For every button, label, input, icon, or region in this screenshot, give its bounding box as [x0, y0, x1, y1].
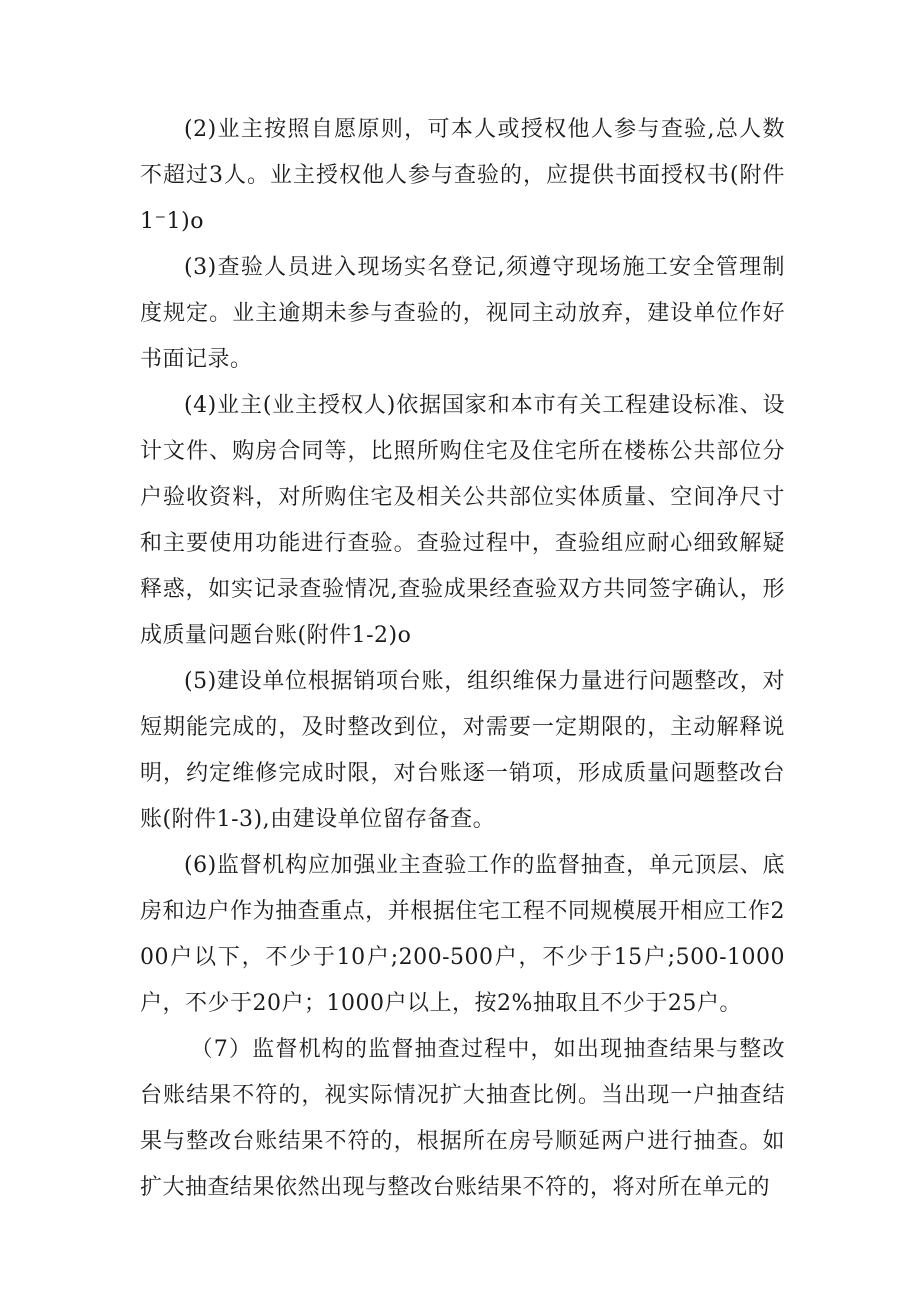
paragraph-item-2: (2)业主按照自愿原则，可本人或授权他人参与查验,总人数不超过3人。业主授权他人参与查验的，应提供书面授权书(附件1⁻1)o [140, 117, 785, 234]
document-body [140, 107, 785, 1211]
paragraph-item-5: (5)建设单位根据销项台账，组织维保力量进行问题整改，对短期能完成的，及时整改到位，对需要一定期限的，主动解释说明，约定维修完成时限，对台账逐一销项，形成质量问题整改台账(附件1-3),由建设单位留存备查。 [140, 669, 785, 832]
paragraph-item-4: (4)业主(业主授权人)依据国家和本市有关工程建设标准、设计文件、购房合同等，比照所购住宅及住宅所在楼栋公共部位分户验收资料，对所购住宅及相关公共部位实体质量、空间净尺寸和主要使用功能进行查验。查验过程中，查验组应耐心细致解疑释惑，如实记录查验情况,查验成果经查验双方共同签字确认，形成质量问题台账(附件1-2)o [140, 393, 785, 648]
paragraph-item-3: (3)查验人员进入现场实名登记,须遵守现场施工安全管理制度规定。业主逾期未参与查验的，视同主动放弃，建设单位作好书面记录。 [140, 255, 785, 372]
paragraph-item-7: （7）监督机构的监督抽查过程中，如出现抽查结果与整改台账结果不符的，视实际情况扩大抽查比例。当出现一户抽查结果与整改台账结果不符的，根据所在房号顺延两户进行抽查。如扩大抽查结果依然出现与整改台账结果不符的，将对所在单元的 [140, 1037, 785, 1200]
paragraph-item-6: (6)监督机构应加强业主查验工作的监督抽查，单元顶层、底房和边户作为抽查重点，并根据住宅工程不同规模展开相应工作200户以下，不少于10户;200-500户，不少于15户;500-1000户，不少于20户；1000户以上，按2%抽取且不少于25户。 [140, 853, 785, 1016]
